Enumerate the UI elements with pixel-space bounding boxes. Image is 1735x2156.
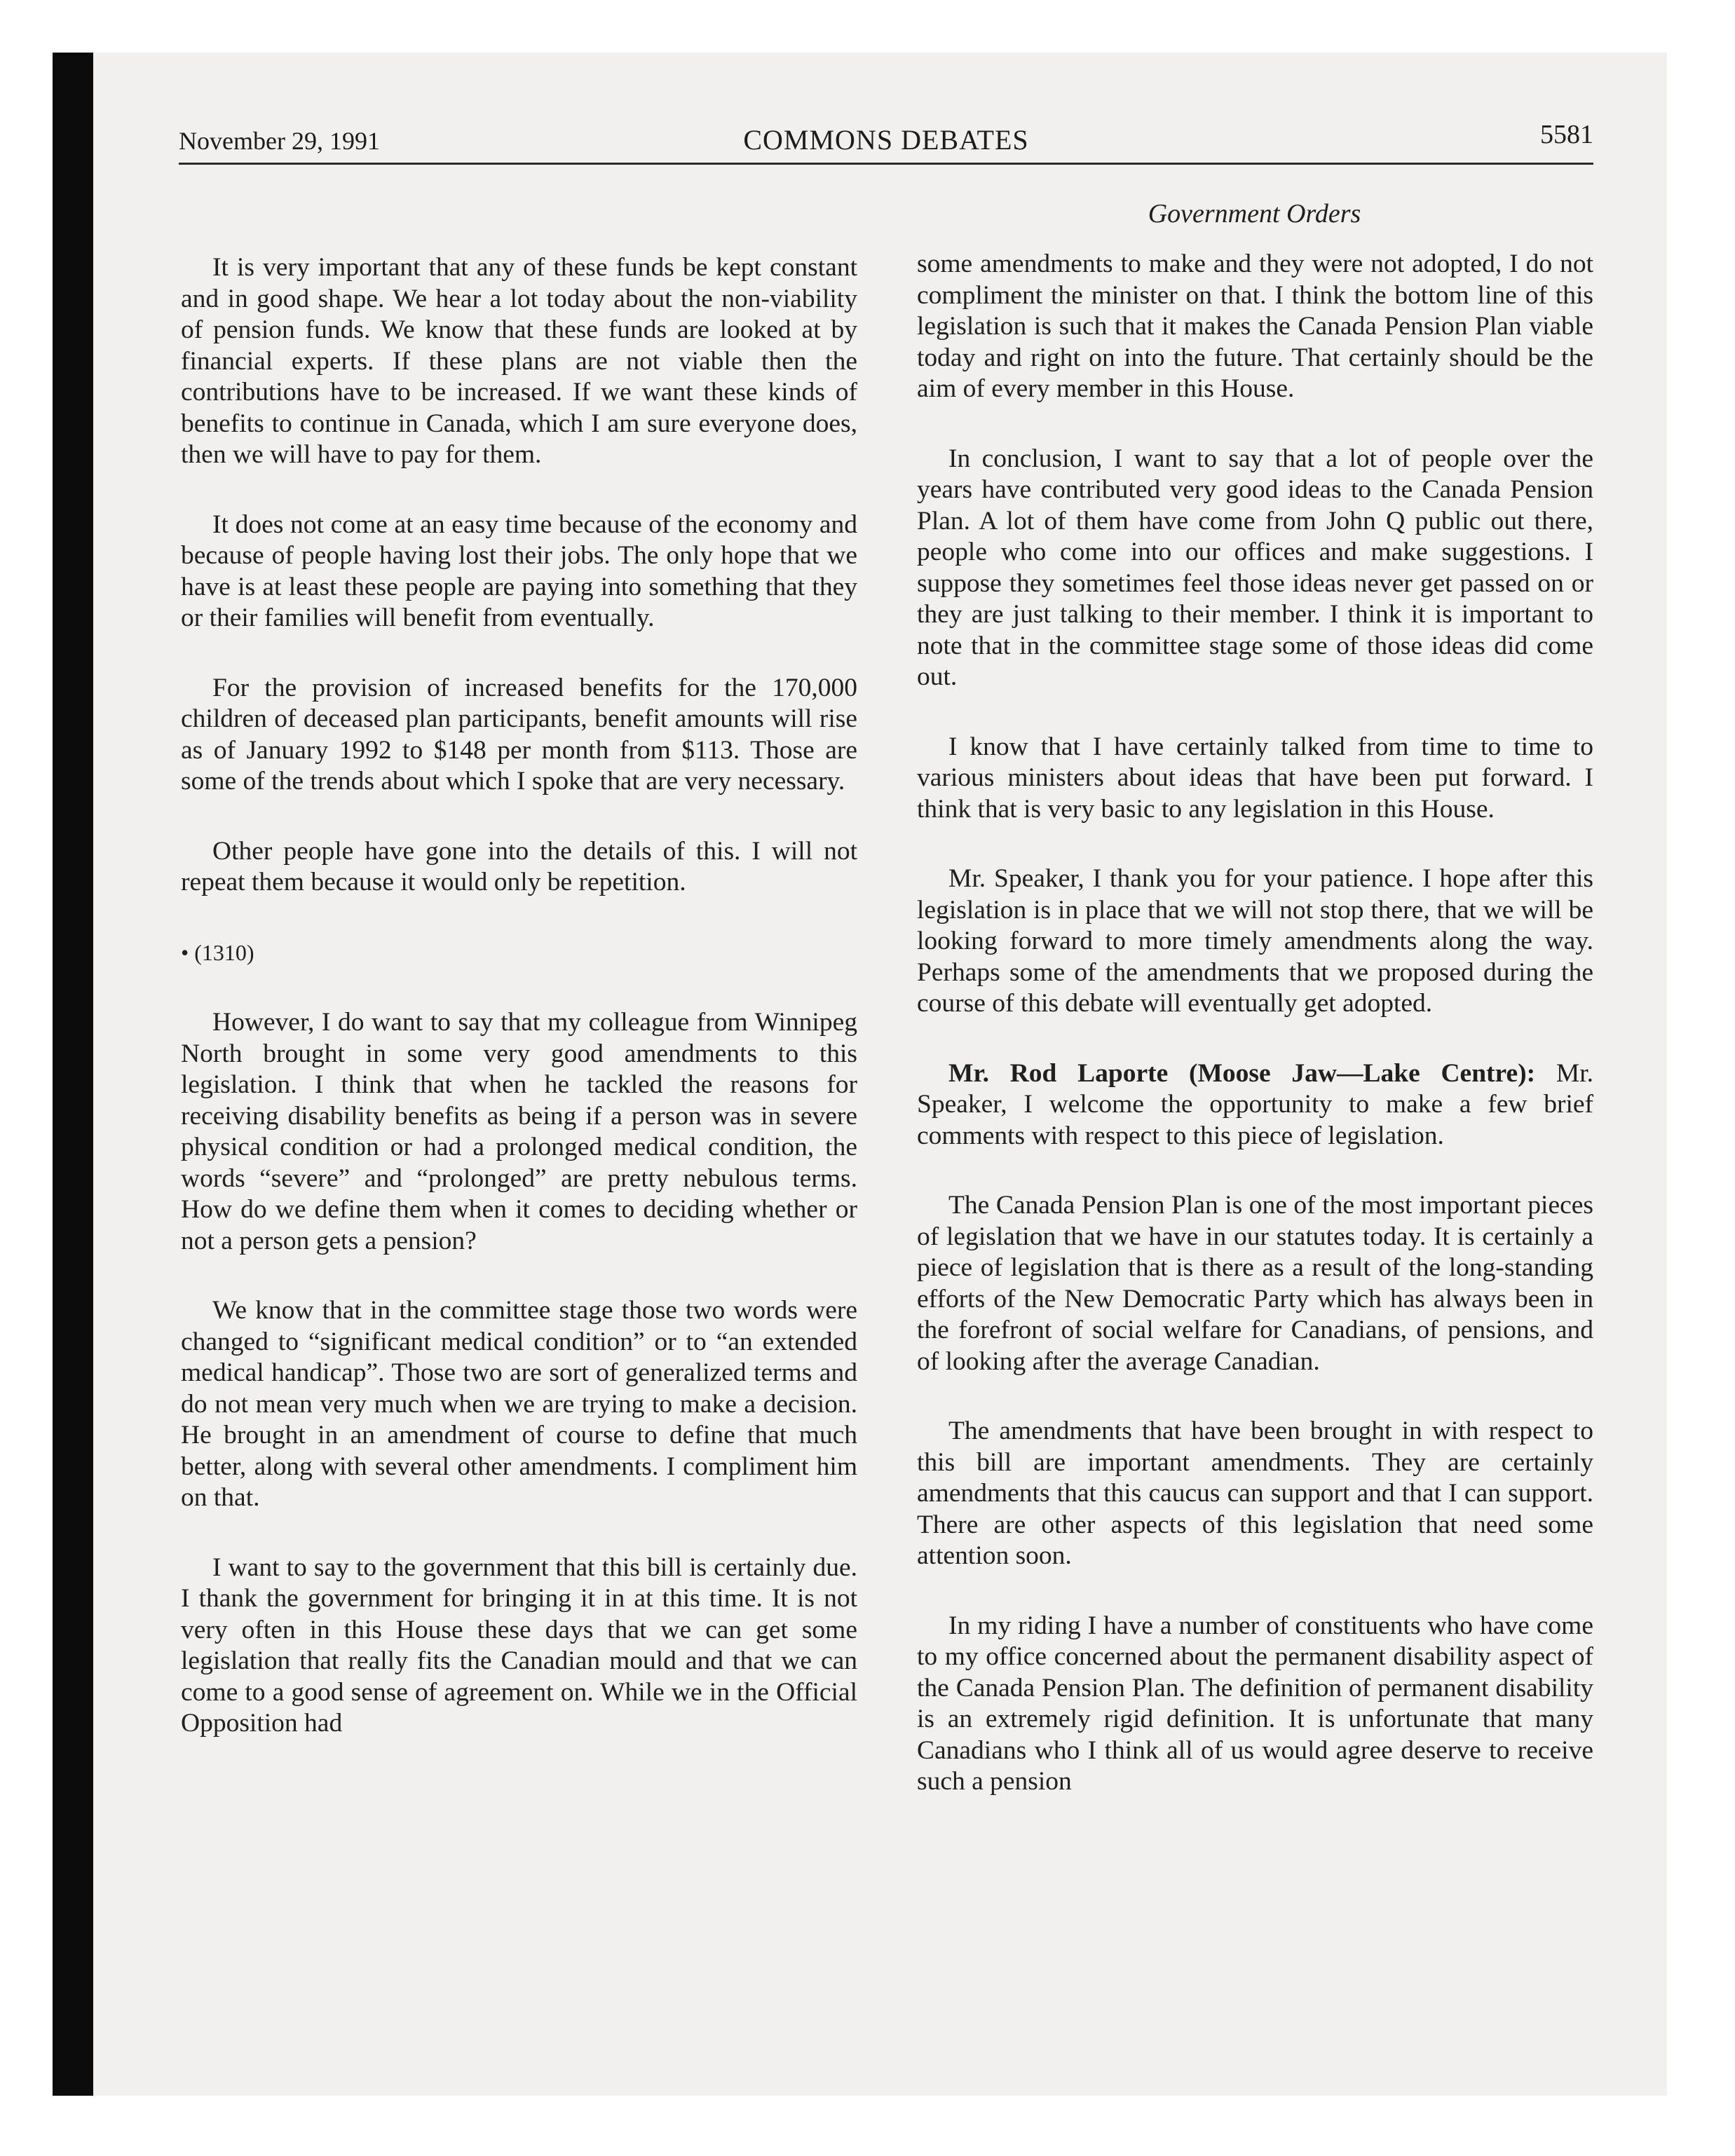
paragraph: Mr. Speaker, I thank you for your patience. I hope after this legislation is in place that we will not stop there, that we will be looking forward to more timely amendments along the way. Perhaps some of the amendments that we proposed during the course of this debate will eventually get adopted. [917,864,1593,1018]
paragraph: Other people have gone into the details of this. I will not repeat them because it would only be repetition. [181,836,857,896]
paragraph: The Canada Pension Plan is one of the most important pieces of legislation that we have in our statutes today. It is certainly a piece of legislation that is there as a result of the long-standing efforts of the New Democratic Party which has always been in the forefront of social welfare for Canadians, of pensions, and of looking after the average Canadian. [917,1191,1593,1376]
paragraph: We know that in the committee stage those two words were changed to “significant medical condition” or to “an extended medical handicap”. Those two are sort of generalized terms and do not mean very much when we are trying to make a decision. He brought in an amendment of course to define that much better, along with several other amendments. I compliment him on that. [181,1296,857,1512]
running-head [179,119,1593,158]
paragraph: I want to say to the government that this bill is certainly due. I thank the government for bringing it in at this time. It is not very often in this House these days that we can get some legislation that really fits the Canadian mould and that we can come to a good sense of agreement on. While we in the Official Opposition had [181,1553,857,1738]
page-number: 5581 [1540,120,1593,149]
paragraph: It is very important that any of these funds be kept constant and in good shape. We hear a lot today about the non-viability of pension funds. We know that these funds are looked at by financial experts. If these plans are not viable then the contributions have to be increased. If we want these kinds of benefits to continue in Canada, which I am sure everyone does, then we will have to pay for them. [181,253,857,469]
header-rule [179,163,1593,165]
paragraph: In my riding I have a number of constituents who have come to my office concerned about the permanent disability aspect of the Canada Pension Plan. The definition of permanent disability is an extremely rigid definition. It is unfortunate that many Canadians who I think all of us would agree deserve to receive such a pension [917,1611,1593,1796]
section-heading: Government Orders [1148,199,1361,228]
time-marker: • (1310) [181,939,254,965]
speaker-text: Mr. Speaker, I welcome the opportunity to make a few brief comments with respect to this piece of legislation. [917,1058,1594,1150]
binding-edge [53,53,93,2096]
paragraph: However, I do want to say that my colleague from Winnipeg North brought in some very good amendments to this legislation. I think that when he tackled the reasons for receiving disability benefits as being if a person was in severe physical condition or had a prolonged medical condition, the words “severe” and “prolonged” are pretty nebulous terms. How do we define them when it comes to deciding whether or not a person gets a pension? [181,1008,857,1255]
left-column [181,252,857,1778]
paragraph: I know that I have certainly talked from time to time to various ministers about ideas that have been put forward. I think that is very basic to any legislation in this House. [917,732,1593,824]
publication-title: COMMONS DEBATES [743,124,1029,156]
continued-paragraph: some amendments to make and they were not adopted, I do not compliment the minister on that. I think the bottom line of this legislation is such that it makes the Canada Pension Plan viable today and right on into the future. That certainly should be the aim of every member in this House. [917,250,1593,403]
paragraph: The amendments that have been brought in with respect to this bill are important amendments. They are certainly amendments that this caucus can support and that I can support. There are other aspects of this legislation that need some attention soon. [917,1417,1593,1570]
header-date: November 29, 1991 [179,127,380,155]
right-column [917,249,1593,1836]
paragraph: It does not come at an easy time because of the economy and because of people having lost their jobs. The only hope that we have is at least these people are paying into something that they or their families will benefit from eventually. [181,510,857,632]
paragraph: In conclusion, I want to say that a lot of people over the years have contributed very good ideas to the Canada Pension Plan. A lot of them have come from John Q public out there, people who come into our offices and make suggestions. I suppose they sometimes feel those ideas never get passed on or they are just talking to their member. I think it is important to note that in the committee stage some of those ideas did come out. [917,444,1593,691]
speaker-name: Mr. Rod Laporte (Moose Jaw—Lake Centre): [948,1058,1536,1088]
speaker-paragraph [917,1058,1593,1152]
paragraph: For the provision of increased benefits for the 170,000 children of deceased plan participants, benefit amounts will rise as of January 1992 to $148 per month from $113. Those are some of the trends about which I spoke that are very necessary. [181,673,857,796]
